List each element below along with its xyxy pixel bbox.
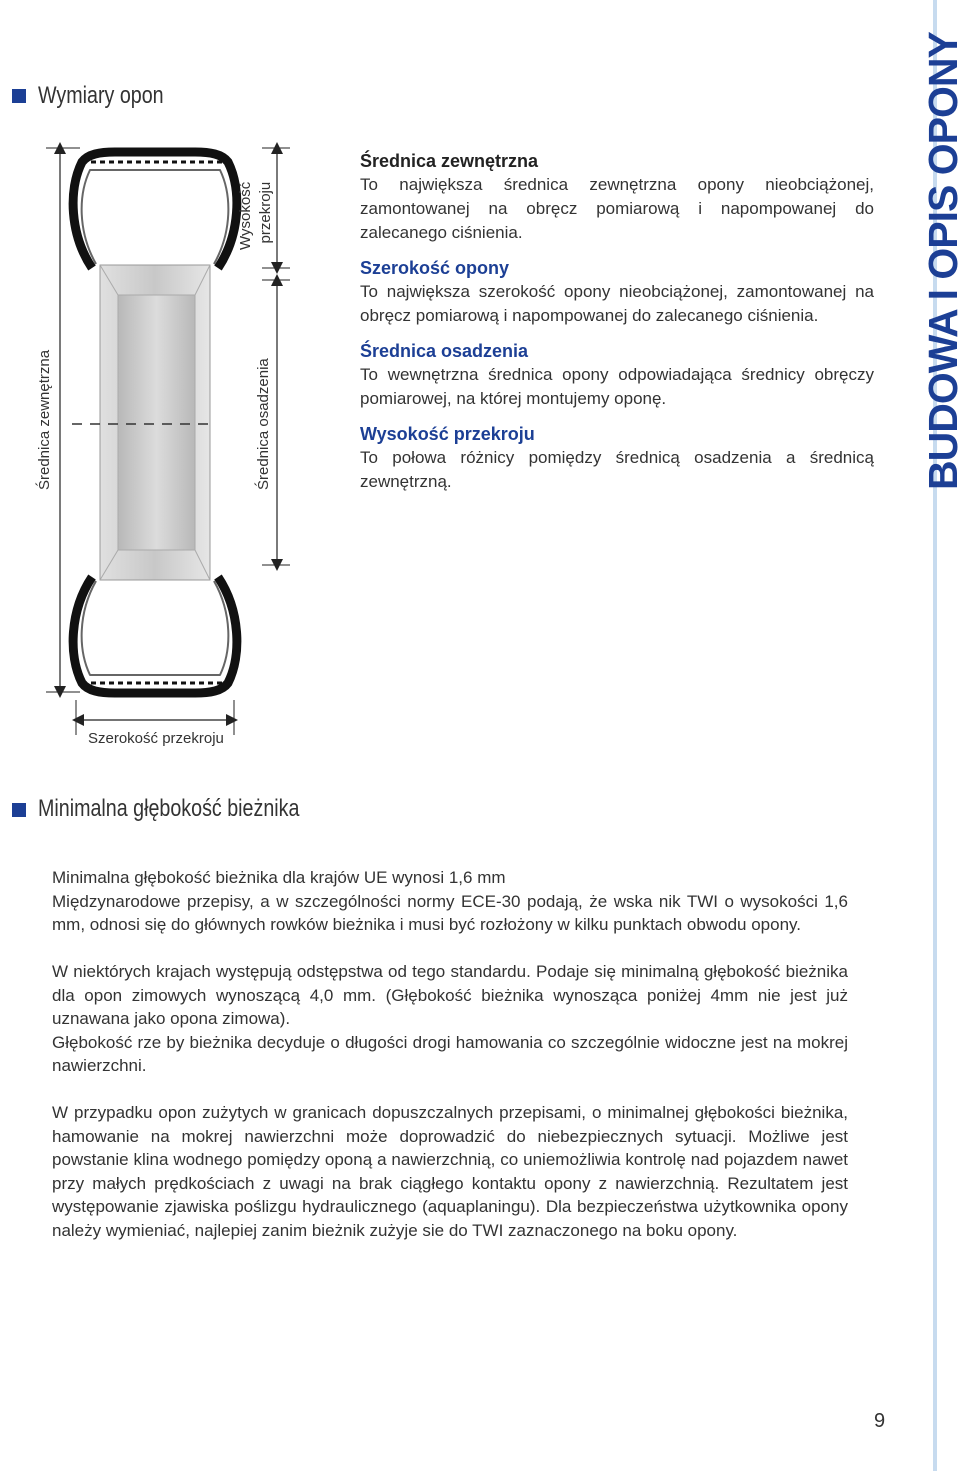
paragraph: Minimalna głębokość bieżnika dla krajów UE wynosi 1,6 mm — [52, 868, 506, 887]
page-number: 9 — [874, 1410, 886, 1432]
definition-section-height — [360, 423, 874, 494]
label-rim-diameter: Średnica osadzenia — [255, 358, 272, 490]
definition-title: Wysokość przekroju — [360, 424, 535, 444]
body-block-2 — [52, 960, 848, 1078]
definition-title: Szerokość opony — [360, 258, 510, 278]
lower-tire-section — [73, 577, 237, 693]
definition-rim-diameter — [360, 340, 874, 411]
paragraph: W przypadku opon zużytych w granicach dopuszczalnych przepisami, o minimalnej głębokości bieżnika, hamowanie na mokrej nawierzchni może doprowadzić do niebezpiecznych sytuacji. Możliwe jest powstanie klina wodnego pomiędzy oponą a nawierzchnią, co uniemożliwia kontrolę nad pojazdem nawet przy małych prędkościach z uwagi na brak ciągłego kontaktu opony z nawierzchnią. Rezultatem jest występowanie zjawiska poślizgu hydraulicznego (aquaplaningu). Dla bezpieczeństwa użytkownika opony należy wymieniać, najlepiej zanim bieżnik zużyje sie do TWI zaznaczonego na boku opony. — [52, 1103, 848, 1240]
section-bullet-icon — [12, 89, 26, 103]
paragraph: W niektórych krajach występują odstępstwa od tego standardu. Podaje się minimalną głębokość bieżnika dla opon zimowych wynoszącą 4,0 mm. (Głębokość bieżnika wynosząca poniżej 4mm nie jest już uznawana jako opona zimowa). — [52, 962, 848, 1028]
label-outer-diameter: Średnica zewnętrzna — [36, 349, 53, 490]
section-title-tread-depth: Minimalna głębokość bieżnika — [38, 795, 300, 822]
section-title-dimensions: Wymiary opon — [38, 82, 164, 109]
definition-tire-width — [360, 257, 874, 328]
body-block-3 — [52, 1101, 848, 1242]
body-block-1 — [52, 866, 848, 937]
paragraph: Głębokość rze by bieżnika decyduje o długości drogi hamowania co szczególnie widoczne jest na mokrej nawierzchni. — [52, 1032, 848, 1075]
label-section-height-line2: przekroju — [257, 181, 274, 244]
definitions-list — [360, 150, 874, 506]
definition-text: To największa średnica zewnętrzna opony nieobciążonej, zamontowanej na obręcz pomiarową i napompowanej do zalecanego ciśnienia. — [360, 175, 874, 242]
section-bullet-icon — [12, 803, 26, 817]
definition-title: Średnica osadzenia — [360, 341, 529, 361]
rim-shape — [100, 265, 210, 580]
definition-outer-diameter — [360, 150, 874, 245]
definition-text: To największa szerokość opony nieobciążonej, zamontowanej na obręcz pomiarową i napompowanej do zalecanego ciśnienia. — [360, 282, 874, 325]
definition-text: To wewnętrzna średnica opony odpowiadająca średnicy obręczy pomiarowej, na której montujemy oponę. — [360, 365, 874, 408]
upper-tire-section — [73, 152, 237, 268]
definition-text: To połowa różnicy pomiędzy średnicą osadzenia a średnicą zewnętrzną. — [360, 448, 874, 491]
paragraph: Międzynarodowe przepisy, a w szczególności normy ECE-30 podają, że wska nik TWI o wysokości 1,6 mm, odnosi się do głównych rowków bieżnika i musi być rozłożony w kilku punktach obwodu opony. — [52, 891, 848, 934]
label-section-height — [236, 182, 276, 250]
definition-title: Średnica zewnętrzna — [360, 151, 539, 171]
sidebar-title: BUDOWA I OPIS OPONY — [920, 32, 966, 490]
label-section-height-line1: Wysokość — [237, 181, 254, 250]
label-section-width: Szerokość przekroju — [88, 730, 224, 747]
